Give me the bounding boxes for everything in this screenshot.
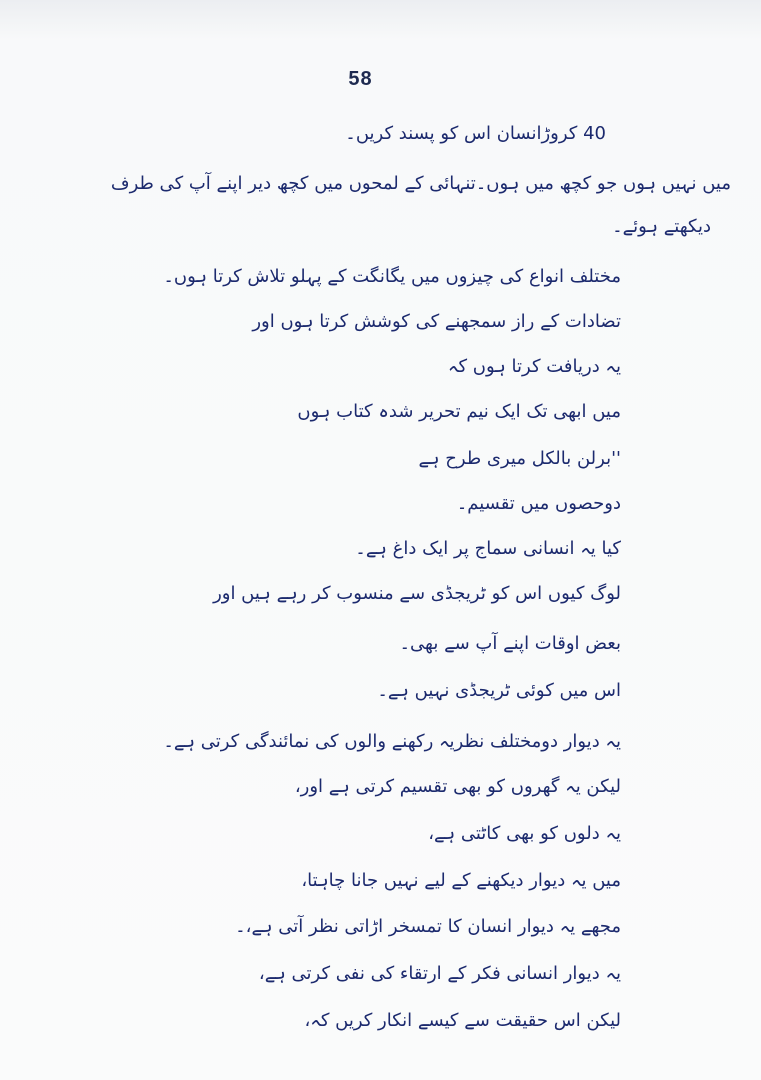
text-line-3: دیکھتے ہوئے۔ <box>612 216 711 237</box>
text-line-20: لیکن اس حقیقت سے کیسے انکار کریں کہ، <box>304 1010 621 1031</box>
text-line-4: مختلف انواع کی چیزوں میں یگانگت کے پہلو تلاش کرتا ہوں۔ <box>163 266 621 287</box>
text-line-11: لوگ کیوں اس کو ٹریجڈی سے منسوب کر رہے ہیں اور <box>213 583 621 604</box>
text-line-16: یہ دلوں کو بھی کاٹتی ہے، <box>428 823 621 844</box>
text-line-8: ''برلن بالکل میری طرح ہے <box>418 448 621 469</box>
text-line-13: اس میں کوئی ٹریجڈی نہیں ہے۔ <box>377 680 621 701</box>
text-line-10: کیا یہ انسانی سماج پر ایک داغ ہے۔ <box>355 538 621 559</box>
text-line-7: میں ابھی تک ایک نیم تحریر شدہ کتاب ہوں <box>297 401 621 422</box>
text-line-17: میں یہ دیوار دیکھنے کے لیے نہیں جانا چاہتا، <box>301 870 621 891</box>
text-line-14: یہ دیوار دومختلف نظریہ رکھنے والوں کی نمائندگی کرتی ہے۔ <box>163 731 621 752</box>
text-line-1: 40 کروڑانسان اس کو پسند کریں۔ <box>345 123 606 144</box>
text-line-5: تضادات کے راز سمجھنے کی کوشش کرتا ہوں اور <box>252 311 621 332</box>
text-line-12: بعض اوقات اپنے آپ سے بھی۔ <box>399 633 621 654</box>
text-line-18: مجھے یہ دیوار انسان کا تمسخر اڑاتی نظر آتی ہے،۔ <box>235 916 621 937</box>
page-number: 58 <box>348 68 373 90</box>
text-line-19: یہ دیوار انسانی فکر کے ارتقاء کی نفی کرتی ہے، <box>258 963 621 984</box>
text-line-6: یہ دریافت کرتا ہوں کہ <box>447 356 621 377</box>
text-line-15: لیکن یہ گھروں کو بھی تقسیم کرتی ہے اور، <box>294 776 621 797</box>
text-line-2: میں نہیں ہوں جو کچھ میں ہوں۔تنہائی کے لمحوں میں کچھ دیر اپنے آپ کی طرف <box>110 173 731 194</box>
text-line-9: دوحصوں میں تقسیم۔ <box>456 493 621 514</box>
